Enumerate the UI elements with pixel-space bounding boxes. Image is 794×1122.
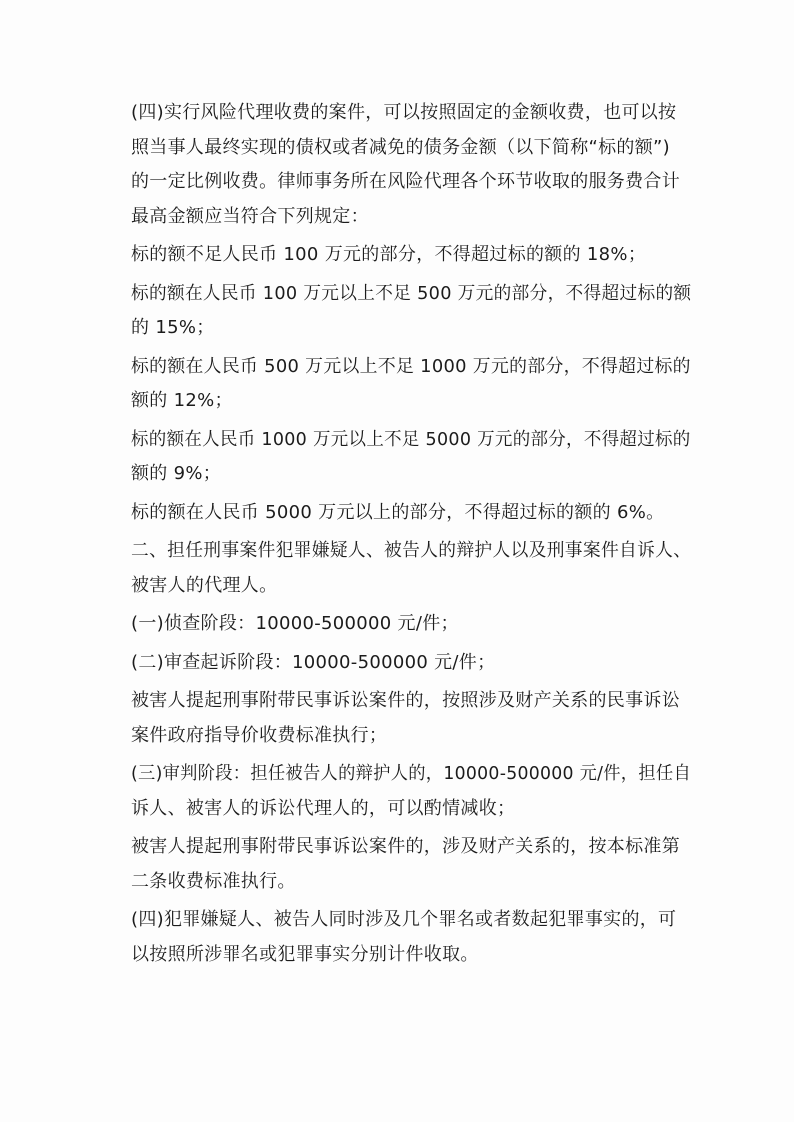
text-line: 诉人、被害人的诉讼代理人的，可以酌情减收； <box>131 797 516 819</box>
paragraph-tier-under-100 <box>131 238 691 273</box>
paragraph-tier-over-5000 <box>131 496 691 531</box>
text-line: 标的额在人民币 5000 万元以上的部分，不得超过标的额的 6%。 <box>131 501 665 523</box>
section-heading-criminal-cases <box>131 534 691 603</box>
text-line: (四)犯罪嫌疑人、被告人同时涉及几个罪名或者数起犯罪事实的，可 <box>131 909 677 930</box>
paragraph-risk-agency-fee <box>131 96 691 234</box>
paragraph-multiple-charges <box>131 903 691 972</box>
text-line: (二)审查起诉阶段：10000-500000 元/件； <box>131 651 496 673</box>
text-line: 被害人提起刑事附带民事诉讼案件的，按照涉及财产关系的民事诉讼 <box>131 690 680 711</box>
text-line: 最高金额应当符合下列规定： <box>131 205 369 227</box>
text-line: (一)侦查阶段：10000-500000 元/件； <box>131 613 459 634</box>
text-line: 标的额不足人民币 100 万元的部分，不得超过标的额的 18%； <box>131 244 647 265</box>
paragraph-tier-1000-5000 <box>131 423 691 492</box>
text-line: 以按照所涉罪名或犯罪事实分别计件收取。 <box>131 943 479 965</box>
text-line: 的 15%； <box>131 317 215 338</box>
text-line: 二条收费标准执行。 <box>131 870 296 892</box>
text-line: (四)实行风险代理收费的案件，可以按照固定的金额收费，也可以按 <box>131 102 677 123</box>
paragraph-trial-stage <box>131 757 691 826</box>
text-line: 二、担任刑事案件犯罪嫌疑人、被告人的辩护人以及刑事案件自诉人、 <box>131 540 691 561</box>
text-line: 被害人的代理人。 <box>131 574 278 596</box>
text-line: 额的 9%； <box>131 463 222 484</box>
paragraph-prosecution-review-stage <box>131 646 691 681</box>
document-body <box>131 96 691 976</box>
paragraph-tier-100-500 <box>131 277 691 346</box>
text-line: 标的额在人民币 500 万元以上不足 1000 万元的部分，不得超过标的 <box>131 355 691 377</box>
text-line: 案件政府指导价收费标准执行； <box>131 724 388 746</box>
text-line: 额的 12%； <box>131 390 233 411</box>
paragraph-victim-civil-suit <box>131 684 691 753</box>
text-line: 标的额在人民币 100 万元以上不足 500 万元的部分，不得超过标的额 <box>131 282 691 304</box>
paragraph-victim-property-relation <box>131 830 691 899</box>
paragraph-investigation-stage <box>131 607 691 642</box>
text-line: 标的额在人民币 1000 万元以上不足 5000 万元的部分，不得超过标的 <box>131 428 691 450</box>
text-line: 照当事人最终实现的债权或者减免的债务金额（以下简称“标的额”) <box>131 136 670 158</box>
text-line: 的一定比例收费。律师事务所在风险代理各个环节收取的服务费合计 <box>131 171 680 192</box>
paragraph-tier-500-1000 <box>131 350 691 419</box>
text-line: 被害人提起刑事附带民事诉讼案件的，涉及财产关系的，按本标准第 <box>131 836 680 857</box>
text-line: (三)审判阶段：担任被告人的辩护人的，10000-500000 元/件，担任自 <box>131 763 691 784</box>
